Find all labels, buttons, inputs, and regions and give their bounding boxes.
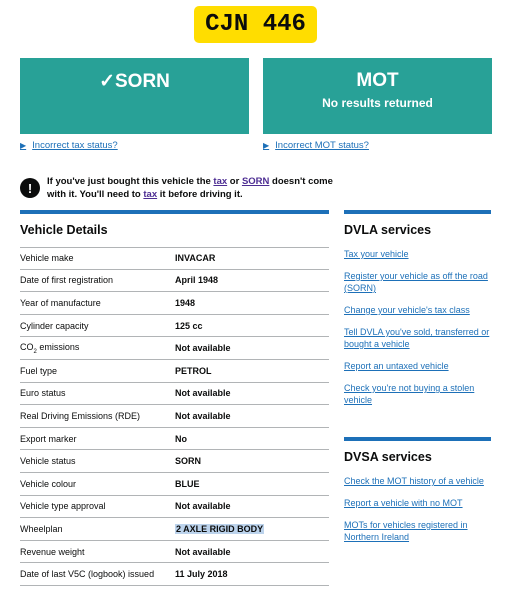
sorn-link[interactable]: SORN xyxy=(241,176,270,187)
details-row xyxy=(20,360,329,383)
warning-text-part: If you've just bought this vehicle the xyxy=(47,176,214,187)
row-value: No xyxy=(175,433,187,444)
dvsa-services-panel xyxy=(344,437,491,553)
row-value: Not available xyxy=(175,410,231,421)
details-row xyxy=(20,292,329,315)
incorrect-tax-status-link[interactable] xyxy=(20,140,118,151)
details-row xyxy=(20,270,329,293)
details-row xyxy=(20,541,329,564)
details-row xyxy=(20,315,329,338)
row-value-highlighted: 2 AXLE RIGID BODY xyxy=(176,523,264,534)
row-label: Revenue weight xyxy=(20,546,85,557)
row-value: Not available xyxy=(175,501,231,512)
row-label: Vehicle type approval xyxy=(20,501,106,512)
tell-dvla-sold-link[interactable]: Tell DVLA you've sold, transferred or bought a vehicle xyxy=(344,327,490,349)
incorrect-mot-status-text[interactable]: Incorrect MOT status? xyxy=(275,140,369,151)
dvsa-services-title: DVSA services xyxy=(344,450,432,464)
row-value: 11 July 2018 xyxy=(175,569,228,580)
row-label: Vehicle make xyxy=(20,253,74,264)
vehicle-details-title: Vehicle Details xyxy=(20,223,108,237)
row-value: SORN xyxy=(175,456,202,467)
mot-status-detail: No results returned xyxy=(322,96,433,110)
dvla-services-panel xyxy=(344,210,491,416)
row-label: Date of last V5C (logbook) issued xyxy=(20,569,155,580)
row-label: Date of first registration xyxy=(20,275,114,286)
details-row xyxy=(20,450,329,473)
row-value: Not available xyxy=(175,388,231,399)
details-row xyxy=(20,563,329,586)
warning-text-part: doesn't come with it. You'll need to xyxy=(47,176,333,200)
report-untaxed-link[interactable]: Report an untaxed vehicle xyxy=(344,361,449,371)
row-value: BLUE xyxy=(175,478,200,489)
tax-link[interactable]: tax xyxy=(213,176,228,187)
tax-status-label: SORN xyxy=(115,71,170,92)
row-label xyxy=(20,342,175,355)
check-stolen-link[interactable]: Check you're not buying a stolen vehicle xyxy=(344,383,475,405)
details-row xyxy=(20,383,329,406)
subscript-two: 2 xyxy=(33,348,37,355)
row-label: Vehicle colour xyxy=(20,478,77,489)
warning-text-part: it before driving it. xyxy=(157,189,243,200)
mot-history-link[interactable]: Check the MOT history of a vehicle xyxy=(344,476,484,486)
details-row xyxy=(20,496,329,519)
row-label: Cylinder capacity xyxy=(20,320,89,331)
tax-status-panel xyxy=(20,58,249,134)
check-icon: ✓ xyxy=(99,71,115,92)
mots-northern-ireland-link[interactable]: MOTs for vehicles registered in Northern Ireland xyxy=(344,520,468,542)
tax-link[interactable]: tax xyxy=(143,189,158,200)
incorrect-tax-status-text[interactable]: Incorrect tax status? xyxy=(32,140,118,151)
tax-your-vehicle-link[interactable]: Tax your vehicle xyxy=(344,249,409,259)
details-row xyxy=(20,405,329,428)
row-value: 125 cc xyxy=(175,320,203,331)
report-no-mot-link[interactable]: Report a vehicle with no MOT xyxy=(344,498,463,508)
row-label: Euro status xyxy=(20,388,66,399)
tax-status-heading xyxy=(20,70,249,93)
row-label: Wheelplan xyxy=(20,523,63,534)
change-tax-class-link[interactable]: Change your vehicle's tax class xyxy=(344,305,470,315)
details-row xyxy=(20,428,329,451)
row-value: 1948 xyxy=(175,297,196,308)
register-sorn-link[interactable]: Register your vehicle as off the road (SORN) xyxy=(344,271,488,293)
vehicle-details-table xyxy=(20,247,329,586)
row-value: Not available xyxy=(175,546,231,557)
warning-icon: ! xyxy=(20,178,40,198)
details-row xyxy=(20,518,329,541)
mot-status-panel xyxy=(263,58,492,134)
row-value: PETROL xyxy=(175,365,212,376)
row-label: Real Driving Emissions (RDE) xyxy=(20,410,141,421)
triangle-right-icon: ▶ xyxy=(263,141,270,150)
row-label: Export marker xyxy=(20,433,77,444)
triangle-right-icon: ▶ xyxy=(20,141,27,150)
warning-text xyxy=(47,175,350,201)
vehicle-details-panel xyxy=(20,210,329,586)
row-value: April 1948 xyxy=(175,275,219,286)
row-value: Not available xyxy=(175,343,231,354)
mot-status-heading: MOT xyxy=(356,70,399,91)
co-text: CO xyxy=(20,341,34,352)
row-label: Fuel type xyxy=(20,365,58,376)
warning-text-part: or xyxy=(227,176,242,187)
dvla-services-title: DVLA services xyxy=(344,223,432,237)
warning-notice xyxy=(20,175,350,201)
row-label: Year of manufacture xyxy=(20,297,101,308)
details-row xyxy=(20,247,329,270)
emissions-text: emissions xyxy=(36,341,80,352)
row-label: Vehicle status xyxy=(20,456,76,467)
details-row xyxy=(20,337,329,360)
row-value: INVACAR xyxy=(175,253,216,264)
details-row xyxy=(20,473,329,496)
registration-plate: CJN 446 xyxy=(194,6,317,43)
incorrect-mot-status-link[interactable] xyxy=(263,140,369,151)
